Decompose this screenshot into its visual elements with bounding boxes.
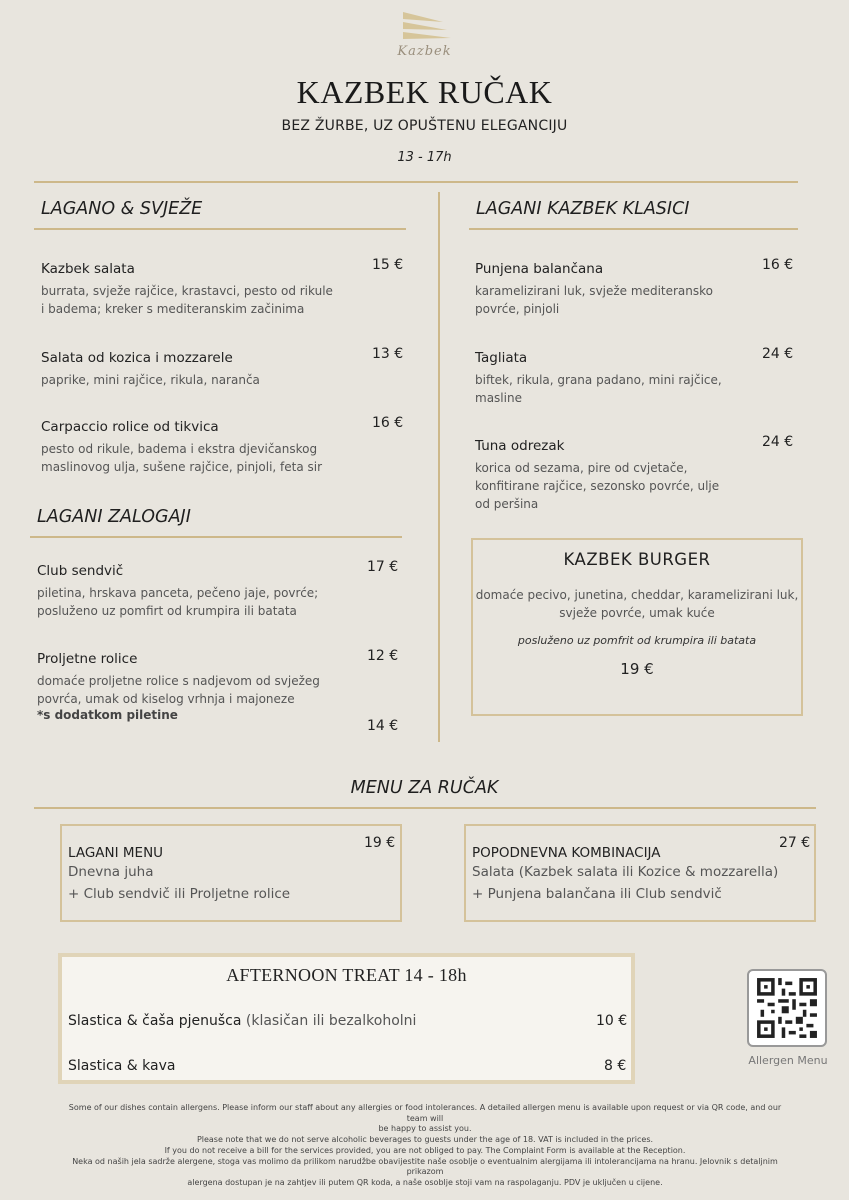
page-title: KAZBEK RUČAK: [296, 74, 553, 110]
footer-line: Please note that we do not serve alcoholic beverages to guests under the age of 18. VAT is included in the prices.: [196, 1135, 654, 1145]
lunch-menu-line: + Punjena balančana ili Club sendvič: [472, 886, 722, 902]
menu-item: [41, 419, 413, 476]
menu-item: [475, 350, 775, 407]
burger-box: [471, 538, 803, 716]
afternoon-treat-box: [58, 953, 635, 1084]
lunch-menu-divider: [34, 807, 816, 809]
lunch-menu-content: [472, 845, 778, 905]
burger-description: domaće pecivo, junetina, cheddar, karamelizirani luk, svježe povrće, umak kuće: [475, 588, 799, 620]
item-description: paprike, mini rajčice, rikula, naranča: [41, 373, 260, 387]
lunch-menu-line: Salata (Kazbek salata ili Kozice & mozzarella): [472, 864, 779, 880]
item-description: domaće proljetne rolice s nadjevom od svježeg povrća, umak od kiselog vrhnja i majoneze: [37, 674, 320, 706]
lunch-menu-price: 19 €: [364, 835, 396, 851]
lunch-menu-price: 27 €: [779, 835, 811, 851]
lunch-menu-line: Dnevna juha: [68, 864, 154, 880]
item-name: Salata od kozica i mozzarele: [41, 350, 233, 366]
item-addon: *s dodatkom piletine: [37, 708, 178, 722]
allergen-menu-label: Allergen Menu: [748, 1054, 828, 1067]
logo-wings-icon: [395, 10, 455, 46]
item-price: 15 €: [372, 257, 404, 273]
treat-note: (klasičan ili bezalkoholni: [245, 1013, 417, 1029]
item-name: Carpaccio rolice od tikvica: [41, 419, 219, 435]
treat-name: Slastica & kava: [68, 1058, 176, 1074]
item-price: 24 €: [762, 434, 794, 450]
burger-served-with: posluženo uz pomfrit od krumpira ili batata: [517, 634, 757, 647]
column-divider: [438, 192, 440, 742]
menu-item: [475, 261, 775, 318]
footer-line: be happy to assist you.: [378, 1124, 472, 1134]
item-description: piletina, hrskava panceta, pečeno jaje, povrće; posluženo uz pomfirt od krumpira ili batata: [37, 586, 319, 618]
lunch-menu-name: POPODNEVNA KOMBINACIJA: [472, 845, 661, 861]
item-price: 16 €: [372, 415, 404, 431]
item-price: 16 €: [762, 257, 794, 273]
footer-line: Neka od naših jela sadrže alergene, stoga vas molimo da prilikom narudžbe obavijestite naše osoblje o eventualnim alergijama ili intolerancijama na hranu. Jelovnik s detaljnim prikazom: [72, 1156, 778, 1177]
burger-price: 19 €: [620, 660, 654, 678]
item-description: korica od sezama, pire od cvjetače, konfitirane rajčice, sezonsko povrće, ulje od peršina: [475, 461, 720, 511]
qr-code-icon: [749, 971, 825, 1045]
menu-item: [475, 438, 775, 513]
treat-price: 10 €: [596, 1013, 628, 1029]
item-price: 12 €: [367, 648, 399, 664]
item-description: pesto od rikule, badema i ekstra djevičanskog maslinovog ulja, sušene rajčice, pinjoli, feta sir: [41, 442, 323, 474]
treat-row: [68, 1013, 416, 1029]
item-price: 13 €: [372, 346, 404, 362]
lunch-menu-box: [464, 824, 816, 922]
item-name: Punjena balančana: [475, 261, 604, 277]
allergen-qr-code[interactable]: [747, 969, 827, 1047]
footer-line: If you do not receive a bill for the services provided, you are not obliged to pay. The Complaint Form is available at the Reception.: [164, 1145, 686, 1155]
afternoon-treat-title: AFTERNOON TREAT 14 - 18h: [226, 965, 467, 985]
item-description: burrata, svježe rajčice, krastavci, pesto od rikule i badema; kreker s mediteranskim začinima: [41, 284, 333, 316]
lunch-menu-name: LAGANI MENU: [68, 845, 164, 861]
section-divider-lagano: [34, 228, 406, 230]
menu-item: [41, 261, 413, 318]
item-name: Club sendvič: [37, 563, 124, 579]
menu-item: [37, 563, 409, 620]
item-price: 24 €: [762, 346, 794, 362]
section-divider-zalogaji: [30, 536, 402, 538]
section-divider-klasici: [469, 228, 798, 230]
treat-name: Slastica & čaša pjenušca: [68, 1013, 242, 1029]
footer-line: alergena dostupan je na zahtjev ili putem QR koda, a naše osoblje stoji vam na raspolaganju. PDV je uključen u cijene.: [187, 1177, 663, 1187]
footer-disclaimer: [60, 1103, 790, 1189]
lunch-menu-line: + Club sendvič ili Proljetne rolice: [68, 886, 291, 902]
item-name: Tuna odrezak: [475, 438, 565, 454]
footer-line: Some of our dishes contain allergens. Please inform our staff about any allergies or food intolerances. A detailed allergen menu is available upon request or via QR code, and our team will: [68, 1103, 782, 1123]
item-price: 17 €: [367, 559, 399, 575]
lunch-menu-title: MENU ZA RUČAK: [350, 778, 499, 798]
lunch-menu-content: [68, 845, 290, 905]
logo-text: Kazbek: [397, 44, 452, 59]
section-title-klasici: LAGANI KAZBEK KLASICI: [476, 199, 690, 219]
section-title-lagano: LAGANO & SVJEŽE: [41, 199, 203, 219]
treat-row: [68, 1058, 175, 1074]
logo: [0, 10, 849, 59]
item-description: biftek, rikula, grana padano, mini rajčice, masline: [475, 373, 722, 405]
serving-hours: 13 - 17h: [397, 150, 452, 165]
item-name: Kazbek salata: [41, 261, 135, 277]
item-name: Proljetne rolice: [37, 651, 138, 667]
burger-title: KAZBEK BURGER: [563, 550, 711, 569]
menu-item: [37, 651, 409, 722]
page-subtitle: BEZ ŽURBE, UZ OPUŠTENU ELEGANCIJU: [281, 118, 568, 134]
lunch-menu-box: [60, 824, 402, 922]
addon-price: 14 €: [367, 718, 399, 734]
menu-item: [41, 350, 413, 389]
item-name: Tagliata: [475, 350, 528, 366]
header-divider: [34, 181, 798, 183]
section-title-zalogaji: LAGANI ZALOGAJI: [37, 507, 191, 527]
item-description: karamelizirani luk, svježe mediteransko povrće, pinjoli: [475, 284, 713, 316]
treat-price: 8 €: [604, 1058, 627, 1074]
